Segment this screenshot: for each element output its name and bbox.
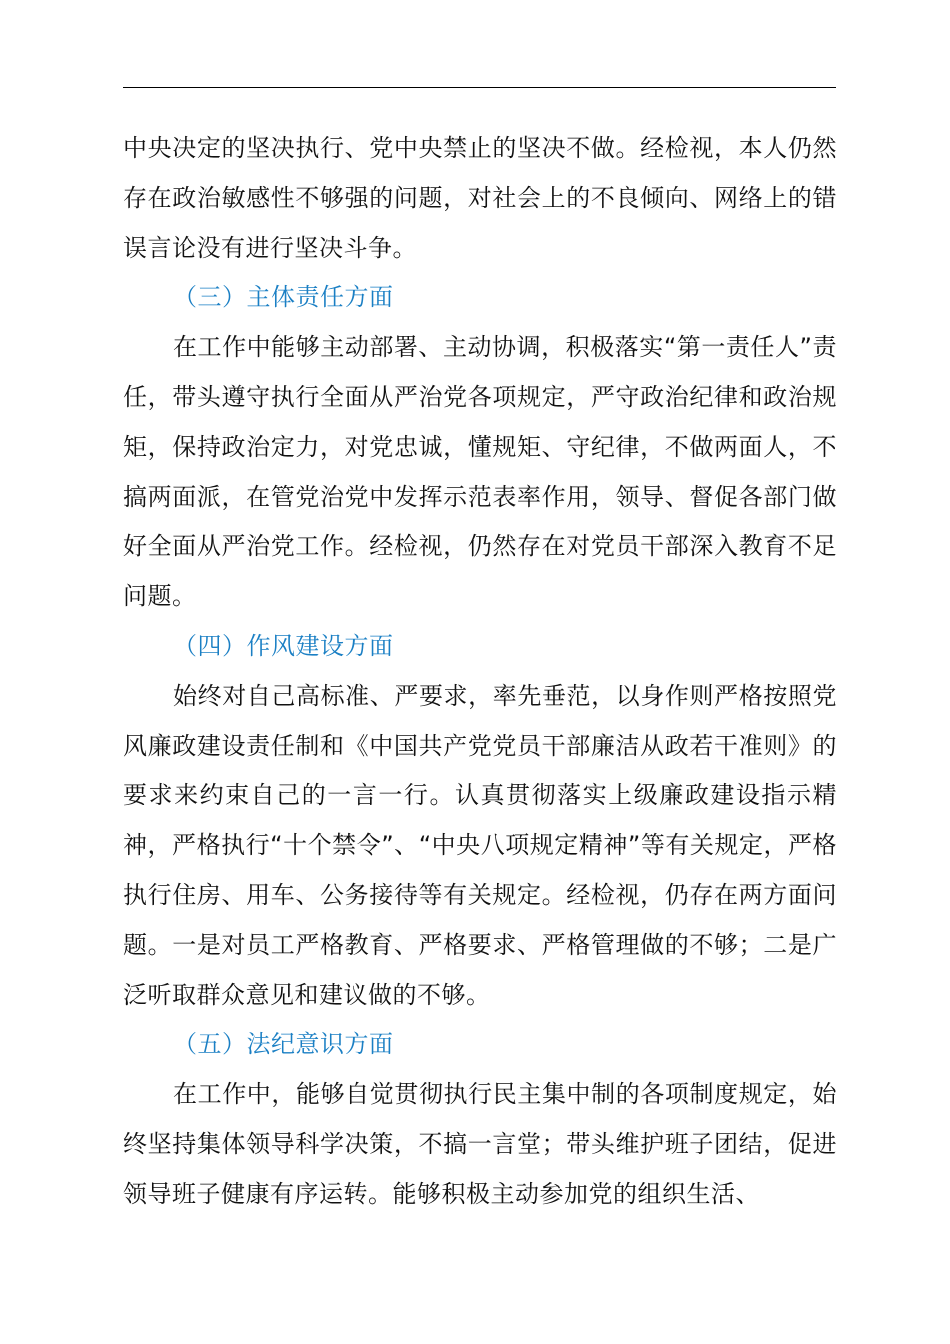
paragraph-continuation: 中央决定的坚决执行、党中央禁止的坚决不做。经检视，本人仍然存在政治敏感性不够强的问题，对社会上的不良倾向、网络上的错误言论没有进行坚决斗争。	[123, 134, 837, 262]
section-heading-4: （四）作风建设方面	[173, 631, 394, 660]
paragraph-work-style: 始终对自己高标准、严要求，率先垂范，以身作则严格按照党风廉政建设责任制和《中国共产党党员干部廉洁从政若干准则》的要求来约束自己的一言一行。认真贯彻落实上级廉政建设指示精神，严格执行“十个禁令”、“中央八项规定精神”等有关规定，严格执行住房、用车、公务接待等有关规定。经检视，仍存在两方面问题。一是对员工严格教育、严格要求、严格管理做的不够；二是广泛听取群众意见和建议做的不够。	[123, 681, 837, 1009]
document-body	[123, 124, 837, 1220]
paragraph-law-discipline: 在工作中，能够自觉贯彻执行民主集中制的各项制度规定，始终坚持集体领导科学决策，不搞一言堂；带头维护班子团结，促进领导班子健康有序运转。能够积极主动参加党的组织生活、	[123, 1080, 837, 1208]
section-heading-5: （五）法纪意识方面	[173, 1030, 394, 1059]
paragraph-main-responsibility: 在工作中能够主动部署、主动协调，积极落实“第一责任人”责任，带头遵守执行全面从严治党各项规定，严守政治纪律和政治规矩，保持政治定力，对党忠诚，懂规矩、守纪律，不做两面人，不搞两面派，在管党治党中发挥示范表率作用，领导、督促各部门做好全面从严治党工作。经检视，仍然存在对党员干部深入教育不足问题。	[123, 333, 837, 611]
header-rule	[123, 87, 836, 88]
section-heading-3: （三）主体责任方面	[173, 283, 394, 312]
